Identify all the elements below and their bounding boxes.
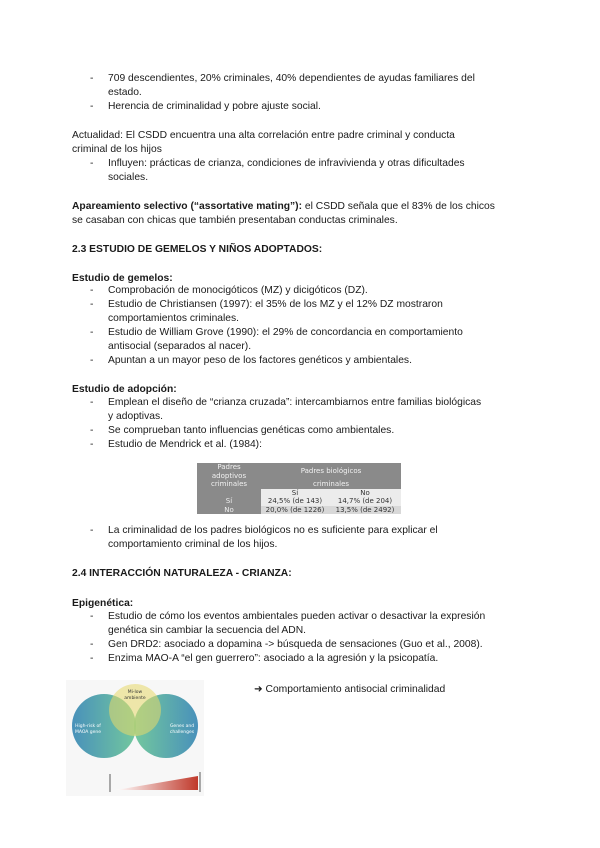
arrow-annotation: [254, 683, 445, 698]
epigenetica-bullet-3: Enzima MAO-A “el gen guerrero”: asociado a la agresión y la psicopatía.: [108, 653, 439, 664]
gemelos-bullet-1: Comprobación de monocigóticos (MZ) y dicigóticos (DZ).: [108, 285, 368, 296]
table-subheader-si: Sí: [291, 488, 299, 497]
bullet-dash: -: [90, 299, 94, 310]
table-cell: 20,0% (de 1226): [265, 505, 325, 514]
bullet-dash: -: [90, 327, 94, 338]
apareamiento-text: el CSDD señala que el 83% de los chicos: [302, 201, 495, 212]
table-header-biologicos: Padres biológicos: [300, 467, 362, 476]
table-header-biologicos-2: criminales: [312, 480, 350, 488]
gemelos-bullet-4: Apuntan a un mayor peso de los factores genéticos y ambientales.: [108, 355, 412, 366]
table-row-label: Sí: [197, 497, 261, 506]
mendrick-table: [197, 463, 401, 514]
arrow-right-icon: ➜: [254, 684, 263, 695]
bullet-dash: -: [90, 639, 94, 650]
apareamiento-line2: se casaban con chicas que también presentaban conductas criminales.: [72, 215, 398, 226]
venn-label-top: Mi-low: [127, 690, 143, 695]
bullet-dash: -: [90, 397, 94, 408]
table-cell: [197, 489, 261, 498]
venn-label-left: High-risk of: [75, 724, 101, 729]
table-cell: 14,7% (de 204): [337, 497, 393, 505]
adopcion-bullet-1: Emplean el diseño de “crianza cruzada”: intercambiarnos entre familias biológicas: [108, 397, 482, 408]
epigenetica-bullet-1: Estudio de cómo los eventos ambientales pueden activar o desactivar la expresión: [108, 611, 486, 622]
table-row: [197, 506, 401, 515]
apareamiento-label: Apareamiento selectivo (“assortative mating”):: [72, 201, 303, 212]
epigenetica-title: Epigenética:: [72, 598, 134, 609]
epigenetica-bullet-2: Gen DRD2: asociado a dopamina -> búsqueda de sensaciones (Guo et al., 2008).: [108, 639, 483, 650]
table-row-label: No: [197, 506, 261, 515]
gemelos-bullet-2: Estudio de Christiansen (1997): el 35% de los MZ y el 12% DZ mostraron: [108, 299, 443, 310]
adopcion-title: Estudio de adopción:: [72, 384, 177, 395]
section-heading-2-4: 2.4 INTERACCIÓN NATURALEZA - CRIANZA:: [72, 568, 292, 579]
epigenetica-bullet-1-cont: genética sin cambiar la secuencia del ADN.: [108, 625, 307, 636]
actualidad-line1: Actualidad: El CSDD encuentra una alta correlación entre padre criminal y conducta: [72, 130, 455, 141]
gemelos-bullet-3-cont: antisocial (separados al nacer).: [108, 341, 252, 352]
bullet-dash: -: [90, 653, 94, 664]
actualidad-line2: criminal de los hijos: [72, 144, 162, 155]
venn-label-right: Genes and: [169, 724, 195, 729]
apareamiento-line1: [72, 200, 495, 215]
bullet-dash: -: [90, 611, 94, 622]
conclusion-bullet: La criminalidad de los padres biológicos no es suficiente para explicar el: [108, 525, 438, 536]
bullet-dash: -: [90, 355, 94, 366]
table-cell: 24,5% (de 143): [267, 497, 323, 505]
venn-label-right-2: challenges: [169, 730, 195, 735]
bullet-descendientes: 709 descendientes, 20% criminales, 40% dependientes de ayudas familiares del: [108, 73, 475, 84]
bullet-dash: -: [90, 285, 94, 296]
bullet-influyen: Influyen: prácticas de crianza, condiciones de infravivienda y otras dificultades: [108, 158, 465, 169]
arrow-annotation-text: Comportamiento antisocial criminalidad: [265, 684, 446, 695]
bullet-dash: -: [90, 439, 94, 450]
table-cell: 13,5% (de 2492): [335, 505, 395, 514]
table-header-adoptivos: Padres adoptivos: [211, 463, 247, 480]
adopcion-bullet-3: Estudio de Mendrick et al. (1984):: [108, 439, 262, 450]
bullet-influyen-cont: sociales.: [108, 172, 149, 183]
bullet-dash: -: [90, 525, 94, 536]
bullet-dash: -: [90, 73, 94, 84]
bullet-herencia: Herencia de criminalidad y pobre ajuste social.: [108, 101, 321, 112]
gemelos-title: Estudio de gemelos:: [72, 273, 173, 284]
table-subheader-no: No: [360, 488, 370, 497]
gemelos-bullet-2-cont: comportamientos criminales.: [108, 313, 240, 324]
venn-label-left-2: MAOA gene: [74, 730, 102, 735]
table-header-adoptivos-2: criminales: [210, 480, 248, 488]
bullet-descendientes-cont: estado.: [108, 87, 142, 98]
conclusion-bullet-cont: comportamiento criminal de los hijos.: [108, 539, 278, 550]
bullet-dash: -: [90, 158, 94, 169]
venn-label-top-2: ambiente: [124, 696, 146, 701]
adopcion-bullet-1-cont: y adoptivas.: [108, 411, 163, 422]
gemelos-bullet-3: Estudio de William Grove (1990): el 29% de concordancia en comportamiento: [108, 327, 463, 338]
venn-diagram: [66, 680, 204, 796]
adopcion-bullet-2: Se comprueban tanto influencias genéticas como ambientales.: [108, 425, 395, 436]
table-row: [197, 497, 401, 506]
section-heading-2-3: 2.3 ESTUDIO DE GEMELOS Y NIÑOS ADOPTADOS:: [72, 244, 323, 255]
bullet-dash: -: [90, 425, 94, 436]
bullet-dash: -: [90, 101, 94, 112]
